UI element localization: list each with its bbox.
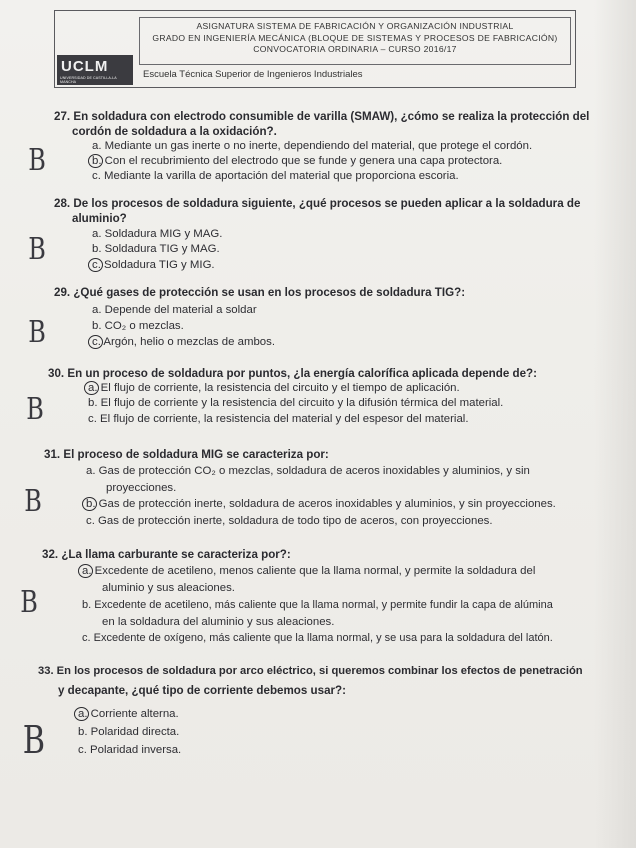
question-31 <box>44 447 604 462</box>
handwritten-answer: B <box>22 718 46 762</box>
option-b-continued: en la soldadura del aluminio y sus aleaciones. <box>102 616 335 628</box>
question-text: 33. En los procesos de soldadura por arco eléctrico, si queremos combinar los efectos de penetración <box>38 665 583 677</box>
selected-circle <box>74 707 89 721</box>
option-b: b. Con el recubrimiento del electrodo que se funde y genera una capa protectora. <box>92 154 502 169</box>
selected-circle <box>88 335 103 349</box>
course-info-box <box>139 17 571 65</box>
option-b: b. Soldadura TIG y MAG. <box>92 243 220 255</box>
selected-circle <box>88 154 103 168</box>
option-b: b. Gas de protección inerte, soldadura de aceros inoxidables y aluminios, y sin proyecciones. <box>86 497 556 512</box>
question-text: 30. En un proceso de soldadura por puntos, ¿la energía calorífica aplicada depende de?: <box>48 367 537 380</box>
question-text: 27. En soldadura con electrodo consumible de varilla (SMAW), ¿cómo se realiza la protección del <box>54 110 590 123</box>
option-c: c. El flujo de corriente, la resistencia del material y del espesor del material. <box>88 413 469 425</box>
logo-text: UCLM <box>61 58 109 75</box>
option-a: a. El flujo de corriente, la resistencia del circuito y el tiempo de aplicación. <box>88 381 460 396</box>
page-edge-shadow <box>594 0 636 848</box>
question-text: cordón de soldadura a la oxidación?. <box>72 125 277 138</box>
option-a-continued: proyecciones. <box>106 482 177 494</box>
option-a: a. Soldadura MIG y MAG. <box>92 228 223 240</box>
option-a: a. Excedente de acetileno, menos caliente que la llama normal, y permite la soldadura del <box>82 564 535 579</box>
option-a: a. Depende del material a soldar <box>92 304 257 316</box>
option-c: c. Gas de protección inerte, soldadura de todo tipo de aceros, con proyecciones. <box>86 515 493 527</box>
option-c: c. Polaridad inversa. <box>78 744 182 756</box>
question-text: 28. De los procesos de soldadura siguiente, ¿qué procesos se pueden aplicar a la soldadura de <box>54 197 581 210</box>
school-name: Escuela Técnica Superior de Ingenieros Industriales <box>143 69 363 80</box>
selected-circle <box>78 564 93 578</box>
logo-subtext: UNIVERSIDAD DE CASTILLA-LA MANCHA <box>60 76 117 84</box>
session-line: CONVOCATORIA ORDINARIA – CURSO 2016/17 <box>253 44 457 54</box>
option-b: b. CO₂ o mezclas. <box>92 320 184 332</box>
option-a: a. Gas de protección CO₂ o mezclas, soldadura de aceros inoxidables y aluminios, y sin <box>86 465 530 477</box>
question-32 <box>42 547 602 562</box>
option-c: c. Argón, helio o mezclas de ambos. <box>92 335 275 350</box>
degree-line: GRADO EN INGENIERÍA MECÁNICA (BLOQUE DE SISTEMAS Y PROCESOS DE FABRICACIÓN) <box>152 32 558 43</box>
handwritten-answer: B <box>28 143 46 178</box>
question-text: y decapante, ¿qué tipo de corriente debemos usar?: <box>58 684 346 697</box>
handwritten-answer: B <box>28 232 46 267</box>
question-text: 32. ¿La llama carburante se caracteriza por?: <box>42 548 291 561</box>
option-a: a. Mediante un gas inerte o no inerte, dependiendo del material, que protege el cordón. <box>92 140 533 152</box>
option-c: c. Soldadura TIG y MIG. <box>92 258 215 273</box>
selected-circle <box>84 381 99 395</box>
option-c: c. Excedente de oxígeno, más caliente que la llama normal, y se usa para la soldadura del latón. <box>82 632 553 644</box>
option-b: b. El flujo de corriente y la resistencia del circuito y la difusión térmica del material. <box>88 397 504 409</box>
question-29 <box>54 285 594 300</box>
option-a-continued: aluminio y sus aleaciones. <box>102 582 235 594</box>
option-b: b. Polaridad directa. <box>78 726 180 738</box>
question-30 <box>48 366 598 381</box>
option-c: c. Mediante la varilla de aportación del material que proporciona escoria. <box>92 170 459 182</box>
handwritten-answer: B <box>28 315 46 350</box>
option-a: a. Corriente alterna. <box>78 707 179 722</box>
uclm-logo <box>57 55 133 85</box>
option-b: b. Excedente de acetileno, más caliente que la llama normal, y permite fundir la capa de alúmina <box>82 599 553 611</box>
exam-header <box>54 10 576 88</box>
handwritten-answer: B <box>26 392 44 427</box>
question-27 <box>54 109 594 139</box>
question-text: 29. ¿Qué gases de protección se usan en los procesos de soldadura TIG?: <box>54 286 466 299</box>
question-text: 31. El proceso de soldadura MIG se caracteriza por: <box>44 448 329 461</box>
selected-circle <box>82 497 97 511</box>
handwritten-answer: B <box>20 585 38 620</box>
question-28 <box>54 196 594 226</box>
question-text: aluminio? <box>72 212 127 225</box>
subject-line: ASIGNATURA SISTEMA DE FABRICACIÓN Y ORGANIZACIÓN INDUSTRIAL <box>196 21 514 31</box>
handwritten-answer: B <box>24 484 42 519</box>
question-33 <box>38 664 618 698</box>
selected-circle <box>88 258 103 272</box>
